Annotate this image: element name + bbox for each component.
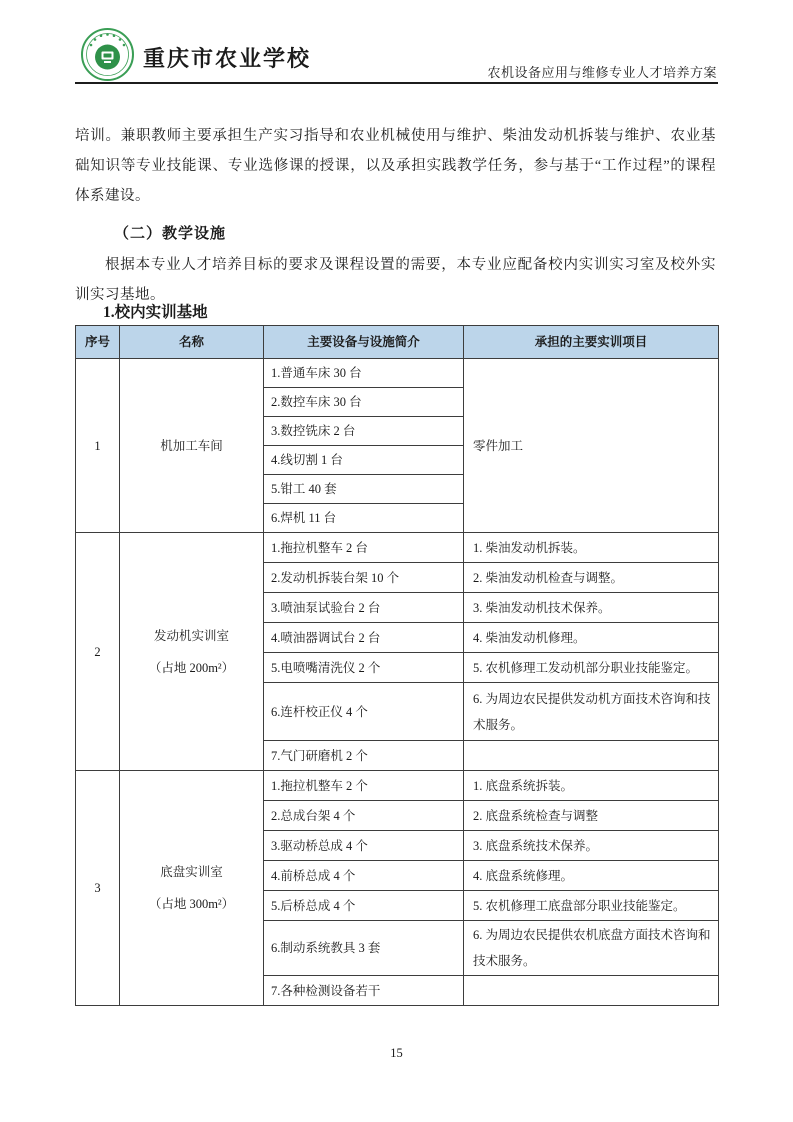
seq-cell: 3 <box>76 771 120 1006</box>
header-divider <box>75 82 718 84</box>
project-cell: 1. 柴油发动机拆装。 <box>464 533 719 563</box>
equipment-cell: 6.连杆校正仪 4 个 <box>264 683 464 741</box>
equipment-cell: 5.后桥总成 4 个 <box>264 891 464 921</box>
equipment-cell: 2.数控车床 30 台 <box>264 388 464 417</box>
equipment-cell: 7.气门研磨机 2 个 <box>264 741 464 771</box>
equipment-cell: 3.驱动桥总成 4 个 <box>264 831 464 861</box>
project-cell: 5. 农机修理工底盘部分职业技能鉴定。 <box>464 891 719 921</box>
section-heading-teaching-facilities: （二）教学设施 <box>114 226 227 242</box>
table-row <box>76 533 719 563</box>
equipment-cell: 4.线切割 1 台 <box>264 446 464 475</box>
table-row <box>76 359 719 388</box>
project-cell: 3. 柴油发动机技术保养。 <box>464 593 719 623</box>
column-header-name: 名称 <box>120 326 264 359</box>
equipment-cell: 6.焊机 11 台 <box>264 504 464 533</box>
equipment-cell: 3.数控铣床 2 台 <box>264 417 464 446</box>
sub-heading-in-school-training-base: 1.校内实训基地 <box>103 304 208 321</box>
room-name-cell: 机加工车间 <box>120 359 264 533</box>
room-name-cell <box>120 771 264 1006</box>
project-cell: 4. 柴油发动机修理。 <box>464 623 719 653</box>
project-cell: 4. 底盘系统修理。 <box>464 861 719 891</box>
project-cell: 6. 为周边农民提供发动机方面技术咨询和技术服务。 <box>464 683 719 741</box>
project-cell <box>464 741 719 771</box>
school-name: 重庆市农业学校 <box>143 46 312 71</box>
room-area-note: （占地 300m²） <box>148 897 235 911</box>
project-cell <box>464 976 719 1006</box>
project-cell: 5. 农机修理工发动机部分职业技能鉴定。 <box>464 653 719 683</box>
project-cell: 2. 底盘系统检查与调整 <box>464 801 719 831</box>
equipment-cell: 2.发动机拆装台架 10 个 <box>264 563 464 593</box>
equipment-cell: 6.制动系统教具 3 套 <box>264 921 464 976</box>
equipment-cell: 7.各种检测设备若干 <box>264 976 464 1006</box>
page-number: 15 <box>390 1046 403 1060</box>
project-cell: 3. 底盘系统技术保养。 <box>464 831 719 861</box>
equipment-cell: 1.拖拉机整车 2 台 <box>264 533 464 563</box>
seq-cell: 2 <box>76 533 120 771</box>
seq-cell: 1 <box>76 359 120 533</box>
room-name: 底盘实训室 <box>160 865 223 879</box>
equipment-cell: 4.喷油器调试台 2 台 <box>264 623 464 653</box>
room-area-note: （占地 200m²） <box>148 660 235 675</box>
project-cell: 2. 柴油发动机检查与调整。 <box>464 563 719 593</box>
column-header-seq: 序号 <box>76 326 120 359</box>
equipment-cell: 2.总成台架 4 个 <box>264 801 464 831</box>
project-cell: 1. 底盘系统拆装。 <box>464 771 719 801</box>
equipment-cell: 5.钳工 40 套 <box>264 475 464 504</box>
school-seal-icon <box>80 27 135 82</box>
training-base-table <box>75 325 719 1006</box>
equipment-cell: 1.拖拉机整车 2 个 <box>264 771 464 801</box>
column-header-projects: 承担的主要实训项目 <box>464 326 719 359</box>
equipment-cell: 3.喷油泵试验台 2 台 <box>264 593 464 623</box>
column-header-equipment: 主要设备与设施简介 <box>264 326 464 359</box>
equipment-cell: 5.电喷嘴清洗仪 2 个 <box>264 653 464 683</box>
project-cell: 零件加工 <box>464 359 719 533</box>
paragraph-facility-intro: 根据本专业人才培养目标的要求及课程设置的需要，本专业应配备校内实训实习室及校外实训实习基地。 <box>75 257 716 303</box>
room-name: 发动机实训室 <box>153 628 229 643</box>
equipment-cell: 1.普通车床 30 台 <box>264 359 464 388</box>
paragraph-teacher-duties: 培训。兼职教师主要承担生产实习指导和农业机械使用与维护、柴油发动机拆装与维护、农业基础知识等专业技能课、专业选修课的授课，以及承担实践教学任务，参与基于“工作过程”的课程体系建设。 <box>75 128 716 204</box>
equipment-cell: 4.前桥总成 4 个 <box>264 861 464 891</box>
room-name-cell <box>120 533 264 771</box>
project-cell: 6. 为周边农民提供农机底盘方面技术咨询和技术服务。 <box>464 921 719 976</box>
document-title: 农机设备应用与维修专业人才培养方案 <box>487 65 717 80</box>
table-row <box>76 771 719 801</box>
table-header-row <box>76 326 719 359</box>
